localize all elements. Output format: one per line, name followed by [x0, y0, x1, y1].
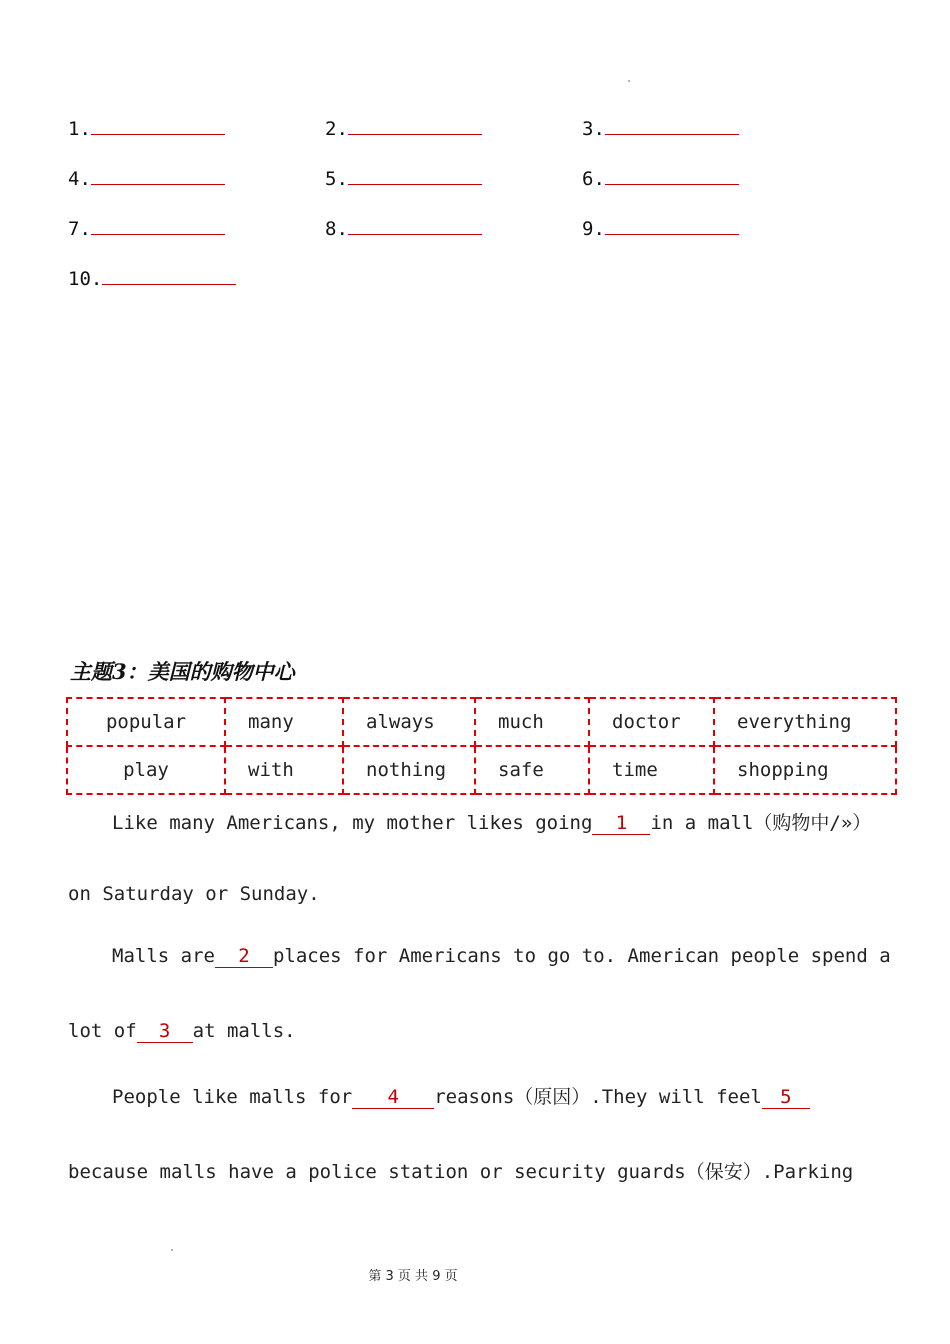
answer-item: 1.: [68, 112, 225, 143]
word-bank-row: [67, 746, 896, 794]
speck: [171, 1249, 173, 1251]
answer-blank[interactable]: [91, 212, 225, 235]
passage-line: because malls have a police station or security guards（保安）.Parking: [68, 1161, 854, 1183]
answer-row: [68, 212, 868, 262]
word-cell: nothing: [343, 746, 475, 794]
section-heading: 主题3：美国的购物中心: [70, 659, 295, 684]
passage-line: lot of 3 at malls.: [68, 1020, 296, 1042]
answer-blank[interactable]: [102, 262, 236, 285]
word-cell: always: [343, 698, 475, 746]
word-cell: with: [225, 746, 343, 794]
speck: [628, 80, 630, 82]
passage-blank[interactable]: 2: [215, 945, 273, 968]
answer-row: [68, 162, 868, 212]
word-bank-row: [67, 698, 896, 746]
answer-blank[interactable]: [348, 112, 482, 135]
passage-blank[interactable]: 4: [352, 1086, 434, 1109]
passage-line: Malls are 2 places for Americans to go to. American people spend a: [112, 945, 891, 967]
passage-line: People like malls for 4 reasons（原因）.They will feel 5: [68, 1082, 883, 1109]
word-cell: everything: [714, 698, 896, 746]
answer-item: 8.: [325, 212, 482, 243]
answer-item: 5.: [325, 162, 482, 193]
passage-blank[interactable]: 3: [137, 1020, 193, 1043]
answer-item: 7.: [68, 212, 225, 243]
answer-blank[interactable]: [91, 112, 225, 135]
answer-blank[interactable]: [605, 112, 739, 135]
page-footer: 第 3 页 共 9 页: [368, 1269, 458, 1284]
word-cell: much: [475, 698, 589, 746]
passage-line: on Saturday or Sunday.: [68, 883, 320, 905]
word-cell: popular: [67, 698, 225, 746]
answer-item: 2.: [325, 112, 482, 143]
word-cell: time: [589, 746, 714, 794]
passage-line: Like many Americans, my mother likes going 1 in a mall（购物中/»）: [112, 812, 872, 834]
word-cell: safe: [475, 746, 589, 794]
passage-blank[interactable]: 5: [762, 1086, 810, 1109]
passage-blank[interactable]: 1: [592, 812, 650, 835]
answer-item: 3.: [582, 112, 739, 143]
answer-blank[interactable]: [605, 162, 739, 185]
answer-blank[interactable]: [348, 212, 482, 235]
answer-row: [68, 112, 868, 162]
answer-blanks: [68, 112, 868, 312]
word-bank-table: [66, 697, 897, 795]
answer-item: 10.: [68, 262, 236, 293]
word-cell: shopping: [714, 746, 896, 794]
answer-blank[interactable]: [348, 162, 482, 185]
answer-item: 4.: [68, 162, 225, 193]
answer-blank[interactable]: [605, 212, 739, 235]
word-cell: play: [67, 746, 225, 794]
answer-row: [68, 262, 868, 312]
word-cell: doctor: [589, 698, 714, 746]
answer-item: 9.: [582, 212, 739, 243]
answer-item: 6.: [582, 162, 739, 193]
answer-blank[interactable]: [91, 162, 225, 185]
word-cell: many: [225, 698, 343, 746]
